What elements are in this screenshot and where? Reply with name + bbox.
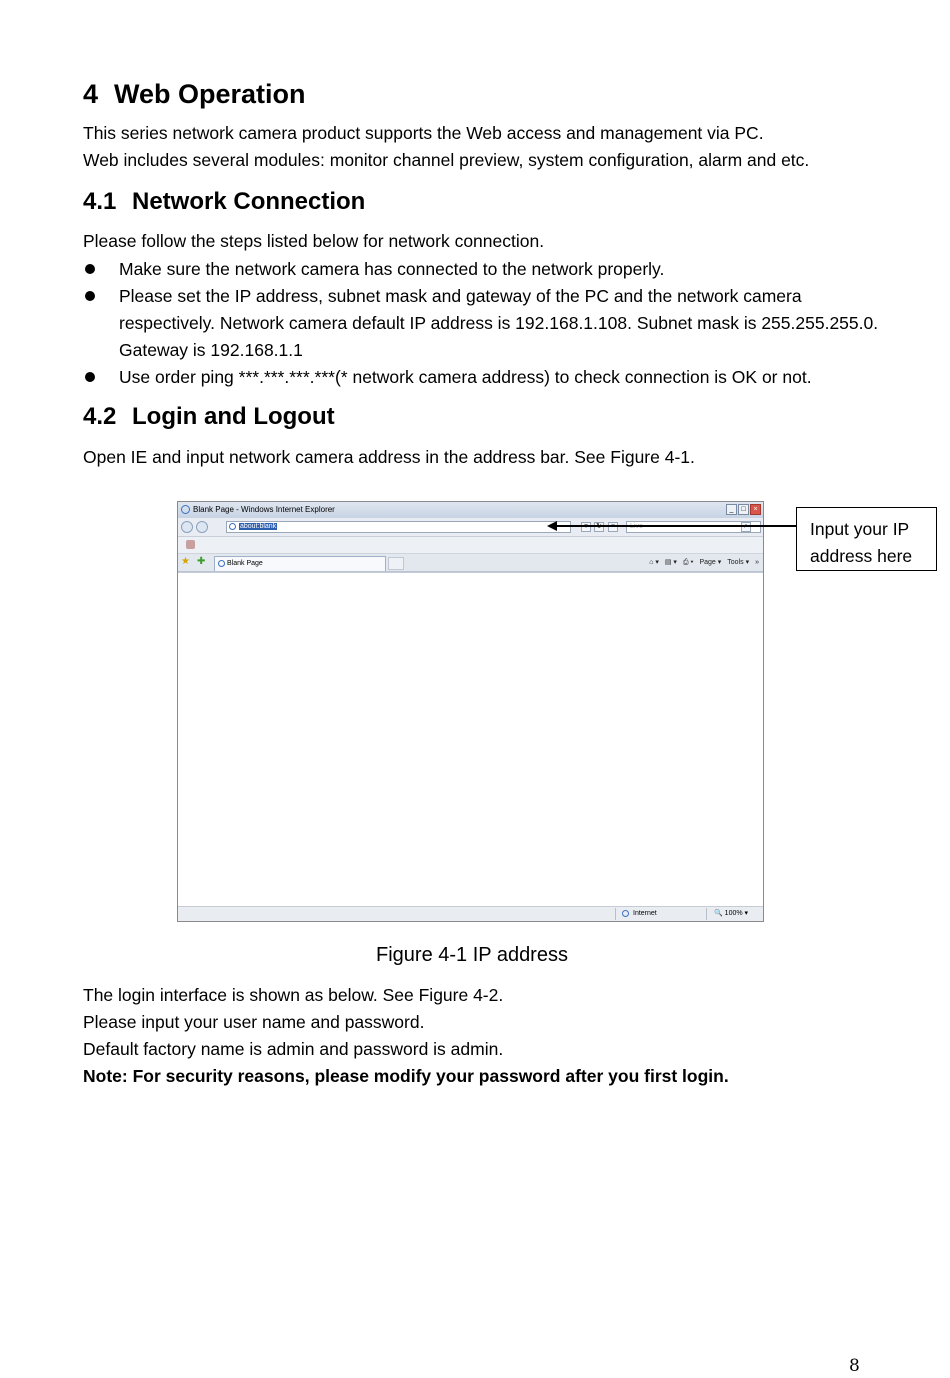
add-favorite-icon: ✚ [197, 556, 206, 567]
list-item-text: Make sure the network camera has connected to the network properly. [119, 259, 665, 279]
favorites-star-icon: ★ [181, 556, 190, 567]
status-zoom: 🔍 100% ▾ [714, 910, 749, 917]
maximize-icon: □ [738, 504, 749, 515]
chevron-right-icon: » [755, 559, 759, 566]
section-title: Network Connection [132, 188, 366, 215]
print-icon: ⎙ ▾ [682, 559, 694, 566]
callout-arrow-line [556, 525, 796, 527]
browser-links-row [178, 537, 763, 554]
address-bar [226, 521, 571, 533]
forward-icon [196, 521, 208, 533]
browser-window-title: Blank Page - Windows Internet Explorer [193, 505, 335, 514]
section-heading-4-2 [83, 402, 335, 432]
body-line-3: Default factory name is admin and password is admin. [83, 1039, 504, 1059]
status-divider [706, 908, 707, 920]
list-item [83, 364, 883, 391]
zoom-value: 100% [724, 910, 743, 917]
back-icon [181, 521, 193, 533]
feeds-icon: ▤ ▾ [664, 559, 677, 566]
page-menu: Page ▾ [699, 559, 722, 566]
ie-logo-icon [181, 505, 190, 514]
browser-window-figure [177, 501, 764, 922]
figure-caption: Figure 4-1 IP address [376, 944, 568, 966]
tools-menu-label: Tools [727, 559, 744, 566]
page-icon [229, 523, 236, 530]
search-icon [741, 522, 751, 532]
list-item-text: Use order ping ***.***.***.***(* network camera address) to check connection is OK or not. [119, 367, 812, 387]
security-note: Note: For security reasons, please modify your password after you first login. [83, 1066, 729, 1086]
close-icon: × [750, 504, 761, 515]
toolbar-icon [186, 540, 195, 549]
steps-list [83, 256, 883, 391]
list-item [83, 283, 883, 364]
browser-address-row [178, 518, 763, 537]
browser-tab-row [178, 554, 763, 572]
callout-arrow-head-icon [547, 521, 557, 531]
command-bar [649, 556, 759, 569]
bullet-icon [85, 264, 95, 274]
page-menu-label: Page [699, 559, 716, 566]
intro-line-2: Web includes several modules: monitor channel preview, system configuration, alarm and etc. [83, 150, 810, 170]
browser-title-bar [178, 502, 763, 518]
list-item-text: Please set the IP address, subnet mask and gateway of the PC and the network camera respectively. Network camera default IP address is 192.168.1.108. Subnet mask is 255.255.255.0. Gateway is 192.168.1.1 [119, 286, 879, 360]
list-item [83, 256, 883, 283]
browser-status-bar [178, 906, 763, 921]
window-controls [726, 504, 761, 515]
tab-label: Blank Page [227, 560, 263, 567]
chapter-heading [83, 77, 306, 111]
chapter-number: 4 [83, 79, 99, 109]
chapter-title: Web Operation [114, 79, 306, 109]
page-number: 8 [849, 1356, 860, 1376]
browser-blank-content [178, 572, 763, 907]
tab-page-icon [218, 560, 225, 567]
stop-icon [608, 522, 618, 532]
address-dropdown-icon [581, 522, 591, 532]
browser-tab [214, 556, 386, 571]
section-4-2-lead: Open IE and input network camera address in the address bar. See Figure 4-1. [83, 447, 695, 467]
address-value: about:blank [240, 523, 277, 530]
body-line-2: Please input your user name and password. [83, 1012, 425, 1032]
bullet-icon [85, 291, 95, 301]
tools-menu: Tools ▾ [727, 559, 750, 566]
section-number: 4.1 [83, 188, 117, 215]
intro-line-1: This series network camera product supports the Web access and management via PC. [83, 123, 764, 143]
section-heading-4-1 [83, 187, 365, 217]
status-divider [615, 908, 616, 920]
section-number: 4.2 [83, 403, 117, 430]
section-title: Login and Logout [132, 403, 335, 430]
bullet-icon [85, 372, 95, 382]
new-tab-icon [388, 557, 404, 570]
section-4-1-lead: Please follow the steps listed below for network connection. [83, 231, 545, 251]
body-line-1: The login interface is shown as below. See Figure 4-2. [83, 985, 504, 1005]
callout-box: Input your IP address here [796, 507, 937, 571]
refresh-icon [594, 522, 604, 532]
status-zone: Internet [622, 907, 657, 920]
minimize-icon: _ [726, 504, 737, 515]
home-icon: ⌂ ▾ [649, 559, 659, 566]
